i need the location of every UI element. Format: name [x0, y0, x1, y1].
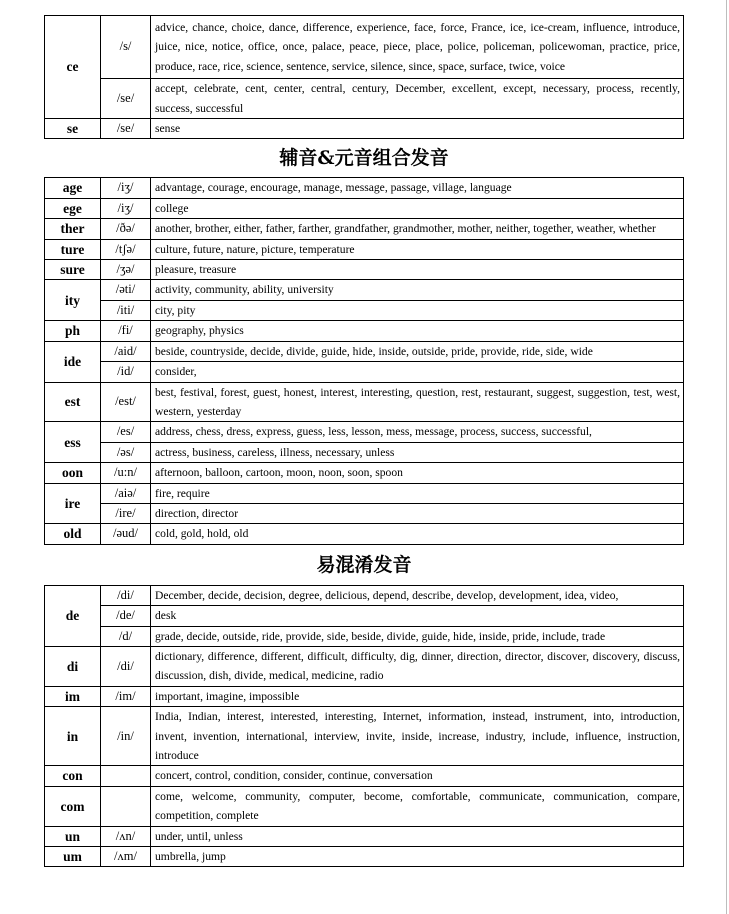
example-words: geography, physics [151, 321, 684, 341]
section-title-consonant-vowel: 辅音&元音组合发音 [279, 147, 449, 170]
spelling-pattern: in [45, 707, 101, 766]
table-row [45, 79, 684, 119]
spelling-pattern: ity [45, 280, 101, 321]
spelling-pattern: ce [45, 16, 101, 119]
table-ce-se [44, 15, 684, 139]
spelling-pattern: im [45, 686, 101, 706]
table-row [45, 260, 684, 280]
phonetic-symbol: /əud/ [101, 524, 151, 544]
spelling-pattern: con [45, 766, 101, 786]
example-words: actress, business, careless, illness, necessary, unless [151, 442, 684, 462]
table-row [45, 280, 684, 300]
table-row [45, 341, 684, 361]
phonetic-symbol: /u:n/ [101, 463, 151, 483]
example-words: afternoon, balloon, cartoon, moon, noon, soon, spoon [151, 463, 684, 483]
table-row [45, 847, 684, 867]
table-row [45, 442, 684, 462]
example-words: activity, community, ability, university [151, 280, 684, 300]
table-row [45, 16, 684, 79]
example-words: address, chess, dress, express, guess, less, lesson, mess, message, process, success, successful, [151, 422, 684, 442]
table-row [45, 239, 684, 259]
phonetic-symbol: /s/ [101, 16, 151, 79]
phonetic-symbol: /d/ [101, 626, 151, 646]
table-row [45, 766, 684, 786]
phonetic-symbol: /tʃə/ [101, 239, 151, 259]
example-words: concert, control, condition, consider, continue, conversation [151, 766, 684, 786]
spelling-pattern: est [45, 382, 101, 422]
example-words: beside, countryside, decide, divide, guide, hide, inside, outside, pride, provide, ride, side, wide [151, 341, 684, 361]
table-row [45, 686, 684, 706]
example-words: umbrella, jump [151, 847, 684, 867]
spelling-pattern: ph [45, 321, 101, 341]
phonetic-symbol: /əti/ [101, 280, 151, 300]
spelling-pattern: ide [45, 341, 101, 382]
table-consonant-vowel-combos [44, 177, 684, 544]
example-words: advice, chance, choice, dance, difference, experience, face, force, France, ice, ice-cream, influence, introduce, juice, nice, notice, office, once, palace, peace, piece, place, police, policeman, policewoman, practice, price, produce, race, rice, science, sentence, service, silence, since, space, surface, twice, voice [151, 16, 684, 79]
phonetic-symbol: /iʒ/ [101, 178, 151, 198]
example-words: another, brother, either, father, farther, grandfather, grandmother, mother, neither, together, weather, whether [151, 219, 684, 239]
table-row [45, 646, 684, 686]
phonetic-symbol: /im/ [101, 686, 151, 706]
example-words: cold, gold, hold, old [151, 524, 684, 544]
spelling-pattern: sure [45, 260, 101, 280]
phonetic-symbol: /əs/ [101, 442, 151, 462]
page-edge-line [726, 0, 727, 914]
phonetic-symbol: /ʒə/ [101, 260, 151, 280]
spelling-pattern: oon [45, 463, 101, 483]
table-row [45, 119, 684, 139]
table-row [45, 219, 684, 239]
example-words: city, pity [151, 300, 684, 320]
table-row [45, 707, 684, 766]
phonetic-symbol: /aiə/ [101, 483, 151, 503]
spelling-pattern: um [45, 847, 101, 867]
table-row [45, 382, 684, 422]
phonetic-symbol: /in/ [101, 707, 151, 766]
example-words: come, welcome, community, computer, become, comfortable, communicate, communication, compare, competition, complete [151, 786, 684, 826]
table-row [45, 362, 684, 382]
table-row [45, 198, 684, 218]
example-words: college [151, 198, 684, 218]
phonetic-symbol: /id/ [101, 362, 151, 382]
table-row [45, 483, 684, 503]
phonetic-symbol: /ire/ [101, 503, 151, 523]
spelling-pattern: com [45, 786, 101, 826]
example-words: culture, future, nature, picture, temperature [151, 239, 684, 259]
spelling-pattern: se [45, 119, 101, 139]
table-row [45, 585, 684, 605]
spelling-pattern: ege [45, 198, 101, 218]
table-row [45, 300, 684, 320]
spelling-pattern: ther [45, 219, 101, 239]
spelling-pattern: de [45, 585, 101, 646]
example-words: accept, celebrate, cent, center, central, century, December, excellent, except, necessary, process, recently, success, successful [151, 79, 684, 119]
table-row [45, 826, 684, 846]
example-words: desk [151, 606, 684, 626]
spelling-pattern: ess [45, 422, 101, 463]
phonetic-symbol: /ʌm/ [101, 847, 151, 867]
spelling-pattern: ture [45, 239, 101, 259]
table-row [45, 524, 684, 544]
phonetic-symbol: /di/ [101, 585, 151, 605]
table-row [45, 606, 684, 626]
table-row [45, 463, 684, 483]
spelling-pattern: old [45, 524, 101, 544]
example-words: consider, [151, 362, 684, 382]
example-words: advantage, courage, encourage, manage, message, passage, village, language [151, 178, 684, 198]
phonetic-symbol: /ðə/ [101, 219, 151, 239]
spelling-pattern: un [45, 826, 101, 846]
spelling-pattern: age [45, 178, 101, 198]
example-words: India, Indian, interest, interested, interesting, Internet, information, instead, instrument, into, introduction, invent, invention, international, interview, invite, inside, increase, industry, include, influence, instruction, introduce [151, 707, 684, 766]
table-row [45, 178, 684, 198]
table-row [45, 786, 684, 826]
example-words: December, decide, decision, degree, delicious, depend, describe, develop, development, idea, video, [151, 585, 684, 605]
section-title-confusing: 易混淆发音 [316, 553, 412, 576]
phonetic-symbol: /est/ [101, 382, 151, 422]
example-words: grade, decide, outside, ride, provide, side, beside, divide, guide, hide, inside, pride, include, trade [151, 626, 684, 646]
table-confusing-pronunciations [44, 585, 684, 868]
phonetic-symbol: /iti/ [101, 300, 151, 320]
example-words: direction, director [151, 503, 684, 523]
example-words: pleasure, treasure [151, 260, 684, 280]
example-words: dictionary, difference, different, difficult, difficulty, dig, dinner, direction, director, discover, discovery, discuss, discussion, dish, divide, medical, medicine, radio [151, 646, 684, 686]
phonetic-symbol: /di/ [101, 646, 151, 686]
example-words: best, festival, forest, guest, honest, interest, interesting, question, rest, restaurant, suggest, suggestion, test, west, western, yesterday [151, 382, 684, 422]
table-row [45, 503, 684, 523]
phonetic-symbol [101, 786, 151, 826]
phonetic-symbol: /se/ [101, 119, 151, 139]
example-words: under, until, unless [151, 826, 684, 846]
phonetic-symbol: /se/ [101, 79, 151, 119]
phonetic-symbol: /fi/ [101, 321, 151, 341]
phonetic-symbol: /de/ [101, 606, 151, 626]
example-words: fire, require [151, 483, 684, 503]
phonetic-symbol: /iʒ/ [101, 198, 151, 218]
example-words: important, imagine, impossible [151, 686, 684, 706]
spelling-pattern: di [45, 646, 101, 686]
table-row [45, 321, 684, 341]
table-row [45, 626, 684, 646]
spelling-pattern: ire [45, 483, 101, 524]
phonetic-symbol: /es/ [101, 422, 151, 442]
example-words: sense [151, 119, 684, 139]
phonetic-symbol [101, 766, 151, 786]
table-row [45, 422, 684, 442]
phonetic-symbol: /aid/ [101, 341, 151, 361]
phonetic-symbol: /ʌn/ [101, 826, 151, 846]
document-page [44, 15, 684, 867]
